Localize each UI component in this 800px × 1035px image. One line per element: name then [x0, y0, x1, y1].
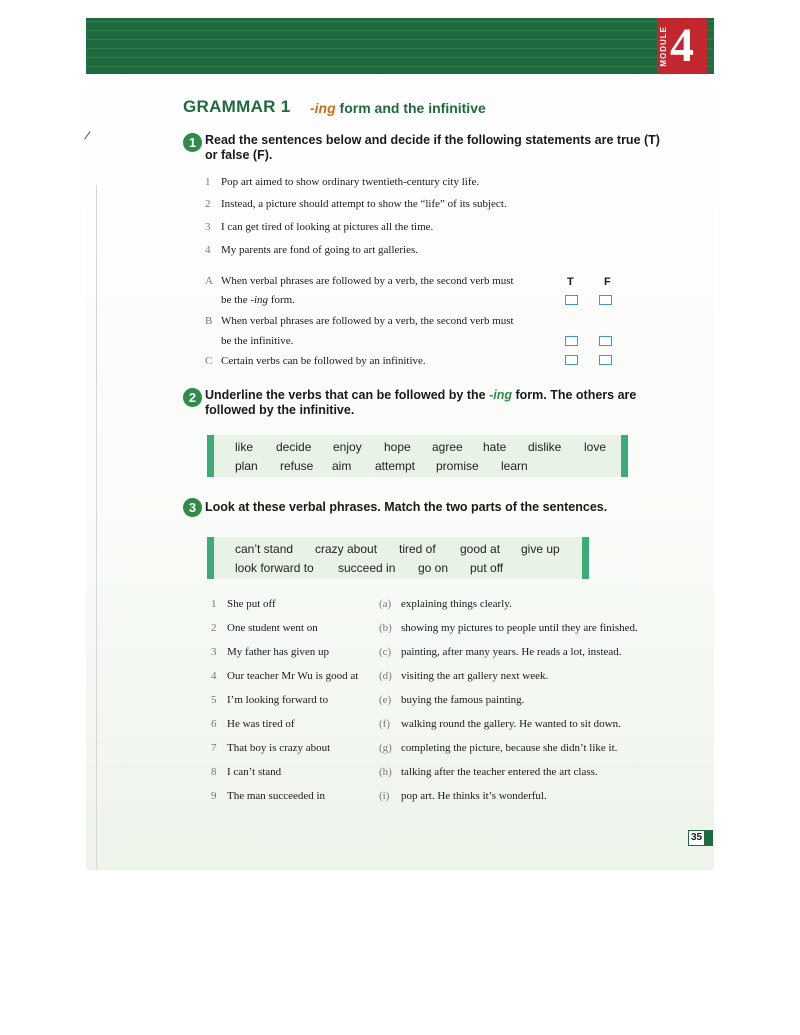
- match-right-text: showing my pictures to people until they are finished.: [401, 622, 638, 634]
- match-left-number: 2: [211, 622, 217, 634]
- verb-like: like: [235, 440, 254, 454]
- match-left-item: [211, 718, 295, 730]
- verb-learn: learn: [501, 459, 528, 473]
- page-number-tab: [705, 830, 713, 846]
- checkbox-b-false[interactable]: [599, 336, 612, 346]
- verb-aim: aim: [332, 459, 352, 473]
- module-number: 4: [670, 19, 694, 72]
- match-left-number: 7: [211, 742, 217, 754]
- match-right-letter: (e): [379, 694, 392, 706]
- match-left-item: [211, 694, 328, 706]
- match-right-item: [379, 790, 547, 802]
- sentence-text: Pop art aimed to show ordinary twentieth-century city life.: [221, 176, 480, 188]
- match-left-item: [211, 670, 358, 682]
- header-band: [86, 18, 714, 74]
- checkbox-a-false[interactable]: [599, 295, 612, 305]
- match-right-text: explaining things clearly.: [401, 598, 512, 610]
- match-left-text: I can’t stand: [227, 766, 282, 778]
- false-column-header: F: [604, 276, 611, 288]
- match-right-text: walking round the gallery. He wanted to sit down.: [401, 718, 621, 730]
- match-left-item: [211, 622, 318, 634]
- sentence-1: [205, 176, 479, 188]
- match-right-letter: (c): [379, 646, 392, 658]
- phrase-item: go on: [418, 561, 449, 575]
- match-left-item: [211, 646, 329, 658]
- match-left-item: [211, 598, 276, 610]
- match-left-number: 5: [211, 694, 217, 706]
- statement-letter: B: [205, 315, 213, 327]
- phrase-item: give up: [521, 542, 560, 556]
- instruction-ing: -ing: [489, 388, 512, 402]
- sentence-number: 4: [205, 244, 211, 256]
- verb-refuse: refuse: [280, 459, 314, 473]
- statement-a-line2: be the -ing form.: [221, 294, 295, 306]
- exercise-2-instruction: [205, 388, 675, 418]
- match-left-item: [211, 790, 325, 802]
- sentence-number: 3: [205, 221, 211, 233]
- match-left-text: The man succeeded in: [227, 790, 326, 802]
- statement-c: [205, 355, 426, 367]
- sentence-text: My parents are fond of going to art galleries.: [221, 244, 419, 256]
- statement-text: Certain verbs can be followed by an infinitive.: [221, 355, 426, 367]
- match-left-text: That boy is crazy about: [227, 742, 331, 754]
- match-right-item: [379, 670, 548, 682]
- sentence-text: Instead, a picture should attempt to show the “life” of its subject.: [221, 198, 507, 210]
- statement-text: When verbal phrases are followed by a verb, the second verb must: [221, 275, 514, 287]
- verb-attempt: attempt: [375, 459, 416, 473]
- match-right-item: [379, 646, 622, 658]
- verb-dislike: dislike: [528, 440, 562, 454]
- verb-decide: decide: [276, 440, 312, 454]
- match-left-number: 6: [211, 718, 217, 730]
- exercise-3-instruction: Look at these verbal phrases. Match the two parts of the sentences.: [205, 500, 608, 514]
- sentence-3: [205, 221, 433, 233]
- verb-promise: promise: [436, 459, 479, 473]
- true-column-header: T: [567, 276, 574, 288]
- exercise-3-number: 3: [183, 498, 202, 517]
- match-right-item: [379, 766, 598, 778]
- match-right-text: pop art. He thinks it’s wonderful.: [401, 790, 547, 802]
- match-left-item: [211, 742, 330, 754]
- match-right-letter: (d): [379, 670, 392, 682]
- sentence-text: I can get tired of looking at pictures all the time.: [221, 221, 434, 233]
- subtitle-ing: -ing: [310, 100, 336, 116]
- match-right-text: painting, after many years. He reads a lot, instead.: [401, 646, 622, 658]
- match-right-text: buying the famous painting.: [401, 694, 525, 706]
- sentence-number: 2: [205, 198, 211, 210]
- match-right-item: [379, 742, 617, 754]
- match-left-number: 4: [211, 670, 217, 682]
- page-number: [688, 830, 713, 846]
- match-right-text: talking after the teacher entered the art class.: [401, 766, 598, 778]
- subtitle-rest: form and the infinitive: [335, 100, 486, 116]
- verb-hope: hope: [384, 440, 411, 454]
- match-left-number: 1: [211, 598, 217, 610]
- page-gutter-line: [96, 185, 97, 870]
- phrase-item: put off: [470, 561, 504, 575]
- match-right-letter: (i): [379, 790, 390, 802]
- phrase-item: look forward to: [235, 561, 314, 575]
- statement-b-line1: [205, 315, 514, 327]
- match-left-text: My father has given up: [227, 646, 330, 658]
- sentence-4: [205, 244, 418, 256]
- match-left-text: Our teacher Mr Wu is good at: [227, 670, 359, 682]
- section-subtitle: [310, 100, 486, 116]
- match-right-letter: (a): [379, 598, 392, 610]
- statement-b-line2: be the infinitive.: [221, 335, 294, 347]
- phrase-item: tired of: [399, 542, 436, 556]
- match-right-letter: (b): [379, 622, 392, 634]
- match-right-item: [379, 718, 621, 730]
- section-title: GRAMMAR 1: [183, 97, 291, 116]
- match-left-text: She put off: [227, 598, 276, 610]
- statement-letter: C: [205, 355, 213, 367]
- instruction-part: Underline the verbs that can be followed by the: [205, 388, 490, 402]
- exercise-1-instruction: Read the sentences below and decide if the following statements are true (T) or false (F).: [205, 133, 660, 162]
- checkbox-c-true[interactable]: [565, 355, 578, 365]
- match-left-text: One student went on: [227, 622, 318, 634]
- verb-agree: agree: [432, 440, 463, 454]
- word-box-right-bar: [582, 537, 589, 579]
- phrase-item: good at: [460, 542, 501, 556]
- checkbox-a-true[interactable]: [565, 295, 578, 305]
- exercise-2-word-box: [207, 435, 628, 477]
- word-box-right-bar: [621, 435, 628, 477]
- match-right-item: [379, 598, 512, 610]
- statement-a-line1: [205, 275, 514, 287]
- word-box-left-bar: [207, 435, 214, 477]
- verb-enjoy: enjoy: [333, 440, 362, 454]
- phrase-item: succeed in: [338, 561, 396, 575]
- exercise-2-number: 2: [183, 388, 202, 407]
- match-right-text: completing the picture, because she didn’t like it.: [401, 742, 618, 754]
- match-left-number: 3: [211, 646, 217, 658]
- match-right-item: [379, 622, 638, 634]
- checkbox-b-true[interactable]: [565, 336, 578, 346]
- verb-love: love: [584, 440, 607, 454]
- match-right-letter: (h): [379, 766, 392, 778]
- verb-plan: plan: [235, 459, 258, 473]
- module-label: MODULE: [659, 25, 668, 67]
- match-right-letter: (g): [379, 742, 392, 754]
- page-number-label: 35: [688, 830, 705, 846]
- phrase-item: crazy about: [315, 542, 378, 556]
- module-badge: [657, 18, 707, 74]
- verb-hate: hate: [483, 440, 507, 454]
- match-left-item: [211, 766, 281, 778]
- sentence-2: [205, 198, 507, 210]
- match-right-item: [379, 694, 524, 706]
- match-left-text: He was tired of: [227, 718, 295, 730]
- match-right-letter: (f): [379, 718, 390, 730]
- instruction-part: form. The others are followed by the infinitive.: [205, 388, 637, 417]
- match-right-text: visiting the art gallery next week.: [401, 670, 549, 682]
- sentence-number: 1: [205, 176, 211, 188]
- statement-text: When verbal phrases are followed by a verb, the second verb must: [221, 315, 514, 327]
- match-left-number: 8: [211, 766, 217, 778]
- exercise-1-number: 1: [183, 133, 202, 152]
- match-left-number: 9: [211, 790, 217, 802]
- phrase-item: can’t stand: [235, 542, 294, 556]
- word-box-left-bar: [207, 537, 214, 579]
- match-left-text: I’m looking forward to: [227, 694, 329, 706]
- checkbox-c-false[interactable]: [599, 355, 612, 365]
- statement-ing-word: -ing: [250, 294, 269, 306]
- statement-letter: A: [205, 275, 213, 287]
